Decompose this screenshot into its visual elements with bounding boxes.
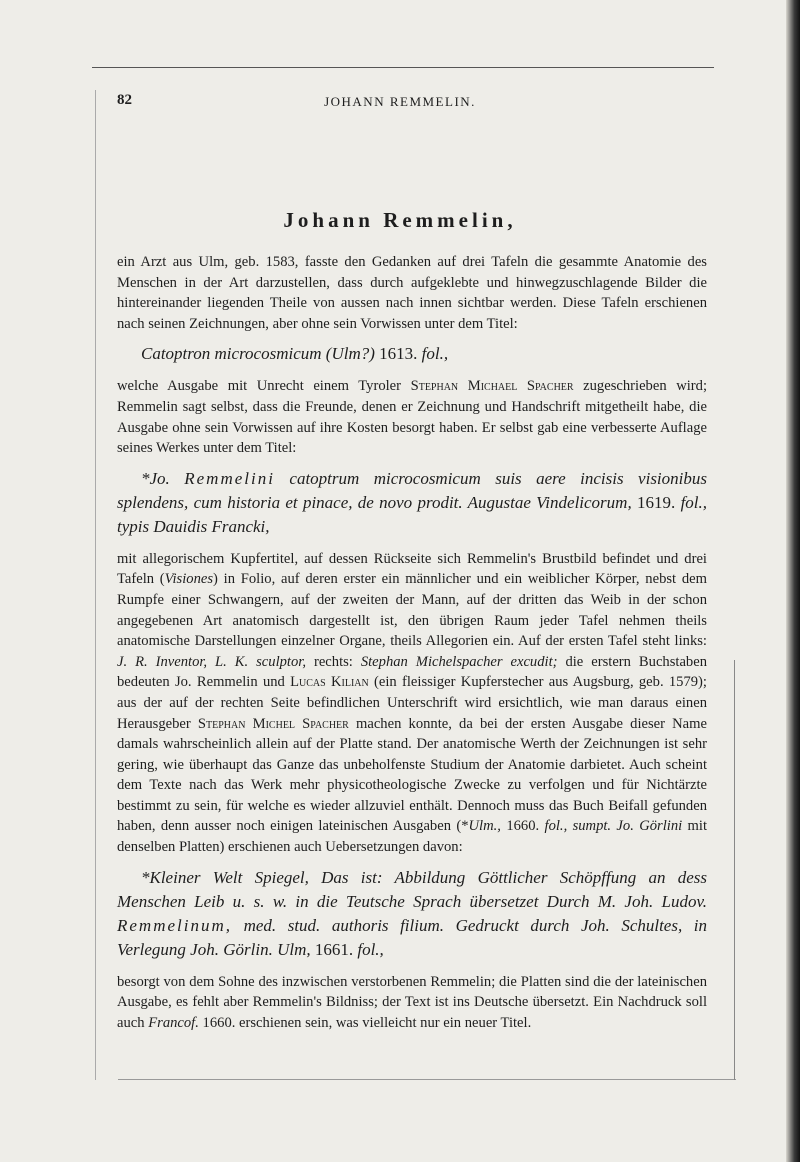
entry-heading: Johann Remmelin,: [283, 208, 517, 232]
top-rule: [92, 67, 714, 68]
page-edge-shadow: [786, 0, 800, 1162]
body-text: [117, 252, 707, 1041]
page-number: 82: [117, 92, 132, 108]
paragraph-3: mit allegorischem Kupfertitel, auf dessen Rückseite sich Remmelin's Brustbild befindet und drei Tafeln (Visiones) in Folio, auf deren erster ein männlicher und ein weiblicher Körper, nebst dem Rumpfe einer Schwangern, auf der zweiten der Mann, auf der dritten das Weib in der schon angegebenen Art anatomisch dargestellt ist, den übrigen Raum jeder Tafel nehmen theils anatomische Darstellungen einzelner Organe, theils Allegorien ein. Auf der ersten Tafel steht links: J. R. Inventor, L. K. sculptor, rechts: Stephan Michelspacher excudit; die erstern Buchstaben bedeuten Jo. Remmelin und Lucas Kilian (ein fleissiger Kupferstecher aus Augsburg, geb. 1579); aus der auf der rechten Seite befindlichen Unterschrift wird ersichtlich, wie man daraus einen Herausgeber Stephan Michel Spacher machen konnte, da bei der ersten Ausgabe dieser Name damals wahrscheinlich allein auf der Platte stand. Der anatomische Werth der Zeichnungen ist sehr gering, wie überhaupt das Ganze das unbeholfenste Studium der Anatomie darbietet. Auch scheint dem Texte nach das Werk mehr physicotheologische Zwecke zu verfolgen und für Nichtärzte bestimmt zu sein, für welche es wieder allzuviel enthält. Dennoch muss das Buch Beifall gefunden haben, denn ausser noch einigen lateinischen Ausgaben (*Ulm., 1660. fol., sumpt. Jo. Görlini mit denselben Platten) erschienen auch Uebersetzungen davon:: [117, 550, 708, 856]
right-rule: [734, 660, 735, 1080]
title-3: *Kleiner Welt Spiegel, Das ist: Abbildung Göttlicher Schöpffung an dess Menschen Leib u. s. w. in die Teutsche Sprach übersetzet Durch M. Joh. Ludov. Remmelinum, med. stud. authoris filium. Gedruckt durch Joh. Schultes, in Verlegung Joh. Görlin. Ulm, 1661. fol.,: [117, 867, 707, 959]
title-1: Catoptron microcosmicum (Ulm?) 1613. fol.,: [141, 344, 449, 364]
paragraph-2: welche Ausgabe mit Unrecht einem Tyroler Stephan Michael Spacher zugeschrieben wird; Remmelin sagt selbst, dass die Freunde, denen er Zeichnung und Handschrift mitgetheilt habe, die Ausgabe ohne sein Vorwissen auf ihre Kosten besorgt haben. Er selbst gab eine verbesserte Auflage seines Werkes unter dem Titel:: [117, 378, 707, 457]
bottom-rule: [118, 1079, 736, 1080]
paragraph-1: ein Arzt aus Ulm, geb. 1583, fasste den Gedanken auf drei Tafeln die gesammte Anatomie des Menschen in der Art darzustellen, dass durch aufgeklebte und hinwegzuschlagende Bilder die hintereinander liegenden Theile von aussen nach innen sichtbar werden. Diese Tafeln erschienen nach seinen Zeichnungen, aber ohne sein Vorwissen unter dem Titel:: [117, 254, 707, 332]
paragraph-4: besorgt von dem Sohne des inzwischen verstorbenen Remmelin; die Platten sind die der lateinischen Ausgabe, es fehlt aber Remmelin's Bildniss; der Text ist ins Deutsche übersetzt. Ein Nachdruck soll auch Francof. 1660. erschienen sein, was vielleicht nur ein neuer Titel.: [117, 973, 707, 1031]
title-2: *Jo. Remmelini catoptrum microcosmicum suis aere incisis visionibus splendens, cum historia et pinace, de novo prodit. Augustae Vindelicorum, 1619. fol., typis Dauidis Francki,: [117, 468, 708, 536]
running-head: JOHANN REMMELIN.: [324, 94, 476, 109]
left-rule: [95, 90, 96, 1080]
